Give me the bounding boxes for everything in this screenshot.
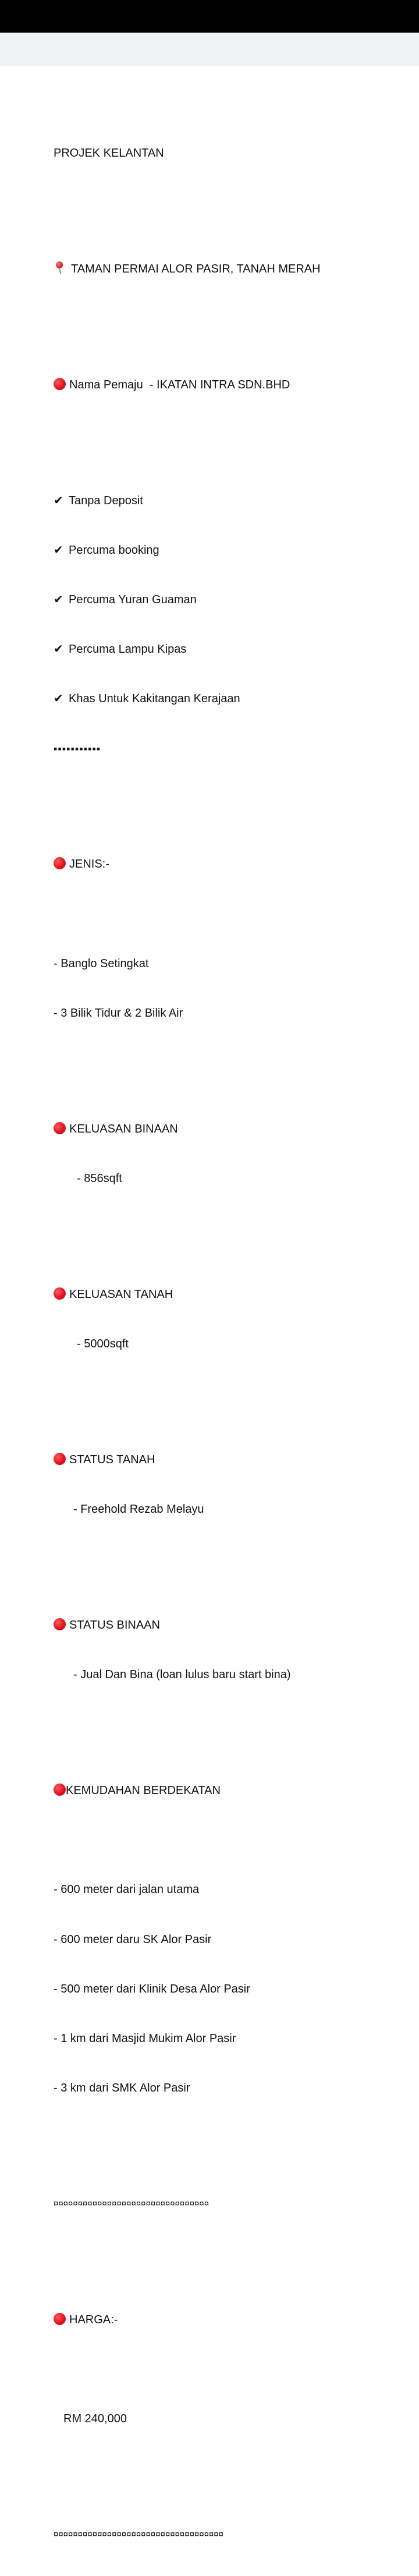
jenis-item: - 3 Bilik Tidur & 2 Bilik Air xyxy=(54,1007,183,1020)
check-mark-icon: ✔ xyxy=(54,643,63,656)
red-circle-icon xyxy=(54,1453,66,1465)
red-circle-icon xyxy=(54,1122,66,1134)
status-binaan-heading-text: STATUS BINAAN xyxy=(69,1618,160,1632)
ornament-divider: ¤¤¤¤¤¤¤¤¤¤¤¤¤¤¤¤¤¤¤¤¤¤¤¤¤¤¤¤¤¤¤¤¤¤¤ xyxy=(54,2529,223,2540)
status-tanah-value: - Freehold Rezab Melayu xyxy=(73,1503,204,1516)
harga-heading xyxy=(54,2312,419,2328)
red-circle-icon xyxy=(54,1287,66,1300)
harga-heading-text: HARGA:- xyxy=(69,2313,118,2326)
red-circle-icon xyxy=(54,2313,66,2325)
document-body xyxy=(0,66,419,2576)
benefit-item xyxy=(54,493,419,509)
keluasan-tanah-value: - 5000sqft xyxy=(77,1337,129,1351)
kemudahan-item: - 500 meter dari Klinik Desa Alor Pasir xyxy=(54,1982,250,1995)
check-mark-icon: ✔ xyxy=(54,593,63,607)
toolbar xyxy=(0,33,419,66)
developer-line xyxy=(54,377,419,393)
benefit-text: Percuma Yuran Guaman xyxy=(69,593,197,607)
keluasan-tanah-heading-text: KELUASAN TANAH xyxy=(69,1287,173,1301)
jenis-heading-text: JENIS:- xyxy=(69,858,109,871)
check-mark-icon: ✔ xyxy=(54,494,63,507)
ornament-divider: ¤¤¤¤¤¤¤¤¤¤¤¤¤¤¤¤¤¤¤¤¤¤¤¤¤¤¤¤¤¤¤¤ xyxy=(54,2199,209,2209)
status-binaan-value: - Jual Dan Bina (loan lulus baru start bina) xyxy=(73,1668,291,1682)
jenis-item: - Banglo Setingkat xyxy=(54,957,149,970)
kemudahan-heading-text: KEMUDAHAN BERDEKATAN xyxy=(66,1784,221,1797)
benefit-item xyxy=(54,542,419,558)
benefit-text: Khas Untuk Kakitangan Kerajaan xyxy=(69,692,240,706)
status-tanah-heading-text: STATUS TANAH xyxy=(69,1453,155,1466)
kemudahan-item: - 600 meter daru SK Alor Pasir xyxy=(54,1933,212,1946)
red-circle-icon xyxy=(54,857,66,869)
status-binaan-heading xyxy=(54,1617,419,1633)
red-circle-icon xyxy=(54,378,66,390)
location-line xyxy=(54,261,419,277)
keluasan-binaan-heading xyxy=(54,1121,419,1137)
keluasan-binaan-value: - 856sqft xyxy=(77,1172,122,1186)
check-mark-icon: ✔ xyxy=(54,692,63,706)
kemudahan-item: - 3 km dari SMK Alor Pasir xyxy=(54,2082,190,2095)
location-text: TAMAN PERMAI ALOR PASIR, TANAH MERAH xyxy=(71,263,321,276)
benefit-text: Percuma booking xyxy=(69,543,159,557)
benefit-item xyxy=(54,641,419,657)
jenis-heading xyxy=(54,856,419,872)
benefit-text: Tanpa Deposit xyxy=(69,494,143,507)
dots-divider: ▪▪▪▪▪▪▪▪▪▪▪ xyxy=(54,742,101,755)
kemudahan-item: - 600 meter dari jalan utama xyxy=(54,1883,200,1896)
benefit-item xyxy=(54,691,419,707)
kemudahan-heading xyxy=(54,1782,419,1799)
developer-text: Nama Pemaju - IKATAN INTRA SDN.BHD xyxy=(69,378,290,391)
status-tanah-heading xyxy=(54,1452,419,1468)
map-pin-icon xyxy=(54,261,66,274)
check-mark-icon: ✔ xyxy=(54,543,63,557)
kemudahan-item: - 1 km dari Masjid Mukim Alor Pasir xyxy=(54,2032,236,2045)
red-circle-icon xyxy=(54,1784,66,1796)
keluasan-tanah-heading xyxy=(54,1286,419,1303)
doc-title: PROJEK KELANTAN xyxy=(54,147,164,160)
keluasan-binaan-heading-text: KELUASAN BINAAN xyxy=(69,1122,178,1135)
red-circle-icon xyxy=(54,1618,66,1630)
harga-value: RM 240,000 xyxy=(63,2412,127,2426)
benefit-text: Percuma Lampu Kipas xyxy=(69,643,187,656)
status-bar xyxy=(0,0,419,33)
benefit-item xyxy=(54,592,419,608)
